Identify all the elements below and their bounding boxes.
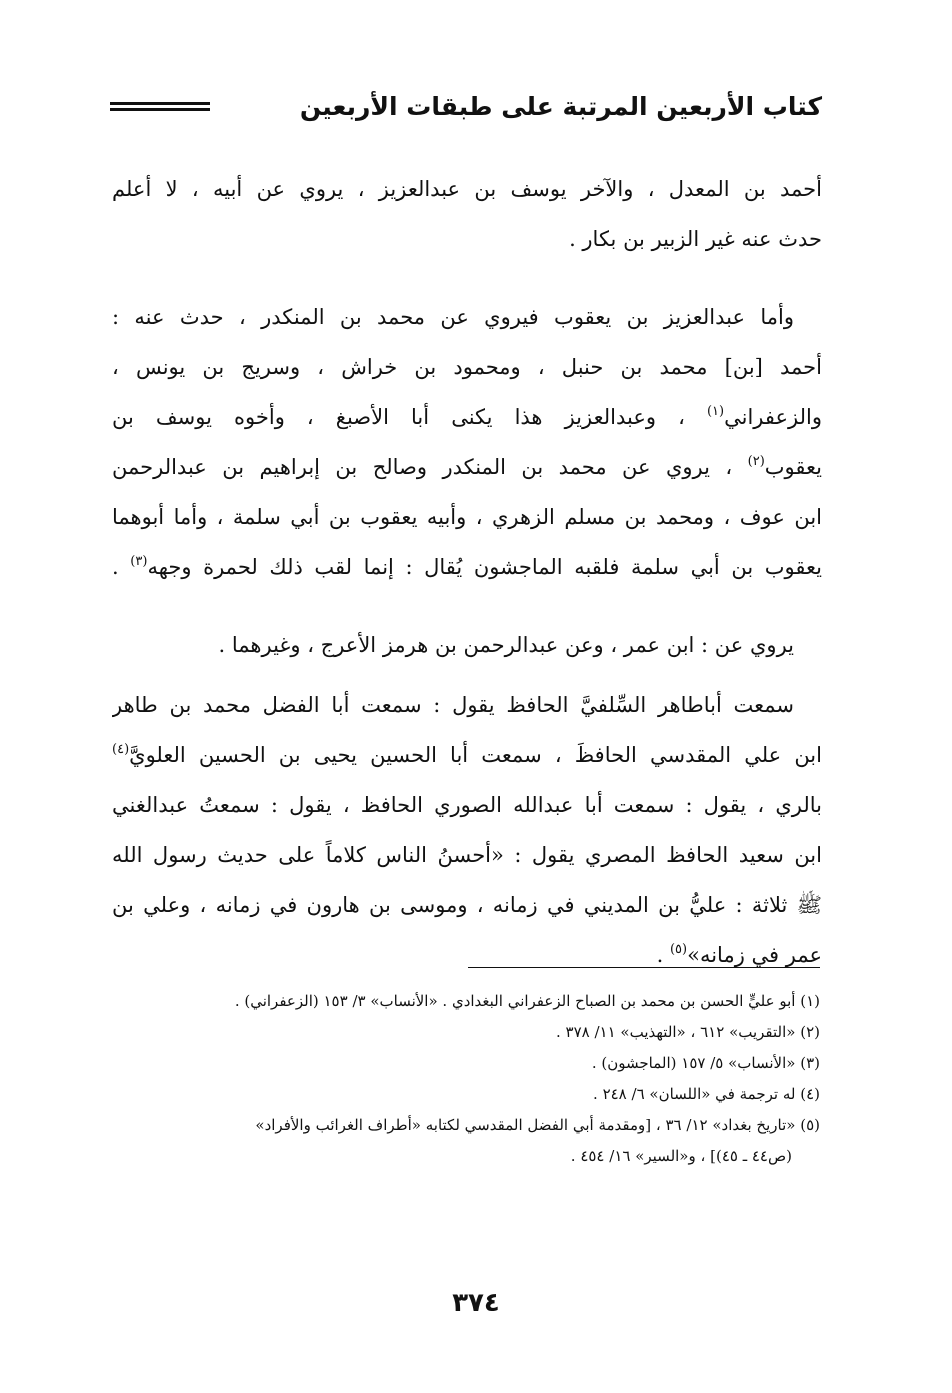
text-line: أحمد بن المعدل ، والآخر يوسف بن عبدالعزيز ، يروي عن أبيه ، لا أعلم	[112, 177, 822, 201]
text-line: ابن عوف ، ومحمد بن مسلم الزهري ، وأبيه يعقوب بن أبي سلمة ، وأما أبوهما	[112, 505, 822, 529]
footnote-ref-2: (٢)	[747, 454, 765, 469]
footnote-ref-4: (٤)	[112, 742, 130, 757]
text-line	[112, 730, 822, 780]
footnote-5: (٥) «تاريخ بغداد» ١٢/ ٣٦ ، [ومقدمة أبي الفضل المقدسي لكتابه «أطراف الغرائب والأفراد»	[255, 1116, 820, 1134]
running-header-title: كتاب الأربعين المرتبة على طبقات الأربعين	[299, 91, 822, 121]
footnote-3: (٣) «الأنساب» ٥/ ١٥٧ (الماجشون) .	[591, 1054, 820, 1072]
text-line: بالري ، يقول : سمعت أبا عبدالله الصوري الحافظ ، يقول : سمعتُ عبدالغني	[112, 793, 822, 817]
footnote-ref-3: (٣)	[130, 554, 148, 569]
text-line: ﷺ ثلاثة : عليُّ بن المديني في زمانه ، وموسى بن هارون في زمانه ، وعلي بن	[112, 893, 822, 917]
text-segment: .	[656, 943, 664, 967]
text-line: حدث عنه غير الزبير بن بكار .	[569, 227, 822, 251]
text-segment: ، وعبدالعزيز هذا يكنى أبا الأصبغ ، وأخوه يوسف بن	[112, 405, 685, 429]
header-double-rule	[110, 102, 210, 111]
footnote-ref-5: (٥)	[669, 942, 688, 957]
text-line	[112, 392, 822, 442]
text-line	[112, 442, 822, 492]
text-line: سمعت أباطاهر السِّلفيَّ الحافظ يقول : سمعت أبا الفضل محمد بن طاهر	[112, 693, 794, 717]
text-line	[112, 542, 822, 592]
text-line: يروي عن : ابن عمر ، وعن عبدالرحمن بن هرمز الأعرج ، وغيرهما .	[218, 633, 794, 657]
running-header	[110, 84, 822, 128]
page-number: ٣٧٤	[452, 1288, 500, 1318]
main-text	[112, 164, 822, 980]
text-segment: يعقوب	[764, 455, 822, 479]
footnotes	[112, 986, 820, 1172]
text-segment: .	[112, 555, 119, 579]
text-segment: يعقوب بن أبي سلمة فلقبه الماجشون يُقال : إنما لقب ذلك لحمرة وجهه	[147, 555, 822, 579]
text-line: ابن سعيد الحافظ المصري يقول : «أحسنُ الناس كلاماً على حديث رسول الله	[112, 843, 822, 867]
footnote-2: (٢) «التقريب» ٦١٢ ، «التهذيب» ١١/ ٣٧٨ .	[555, 1023, 820, 1041]
text-segment: ابن علي المقدسي الحافظَ ، سمعت أبا الحسين يحيى بن الحسين العلويَّ	[129, 743, 822, 767]
text-segment: عمر في زمانه»	[687, 943, 822, 967]
text-line	[112, 930, 822, 980]
text-line: أحمد [بن] محمد بن حنبل ، ومحمود بن خراش ، وسريج بن يونس ،	[112, 355, 822, 379]
text-segment: والزعفراني	[724, 405, 822, 429]
footnote-4: (٤) له ترجمة في «اللسان» ٦/ ٢٤٨ .	[593, 1085, 820, 1103]
footnote-ref-1: (١)	[706, 404, 725, 419]
footnote-1: (١) أبو عليٍّ الحسن بن محمد بن الصباح الزعفراني البغدادي . «الأنساب» ٣/ ١٥٣ (الزعفراني) .	[234, 992, 820, 1010]
text-segment: ، يروي عن محمد بن المنكدر وصالح بن إبراهيم بن عبدالرحمن	[112, 455, 733, 479]
footnote-5-continued: (ص٤٤ ـ ٤٥)] ، و«السير» ١٦/ ٤٥٤ .	[570, 1147, 792, 1165]
text-line: وأما عبدالعزيز بن يعقوب فيروي عن محمد بن المنكدر ، حدث عنه :	[112, 305, 794, 329]
footnote-separator	[468, 967, 820, 968]
